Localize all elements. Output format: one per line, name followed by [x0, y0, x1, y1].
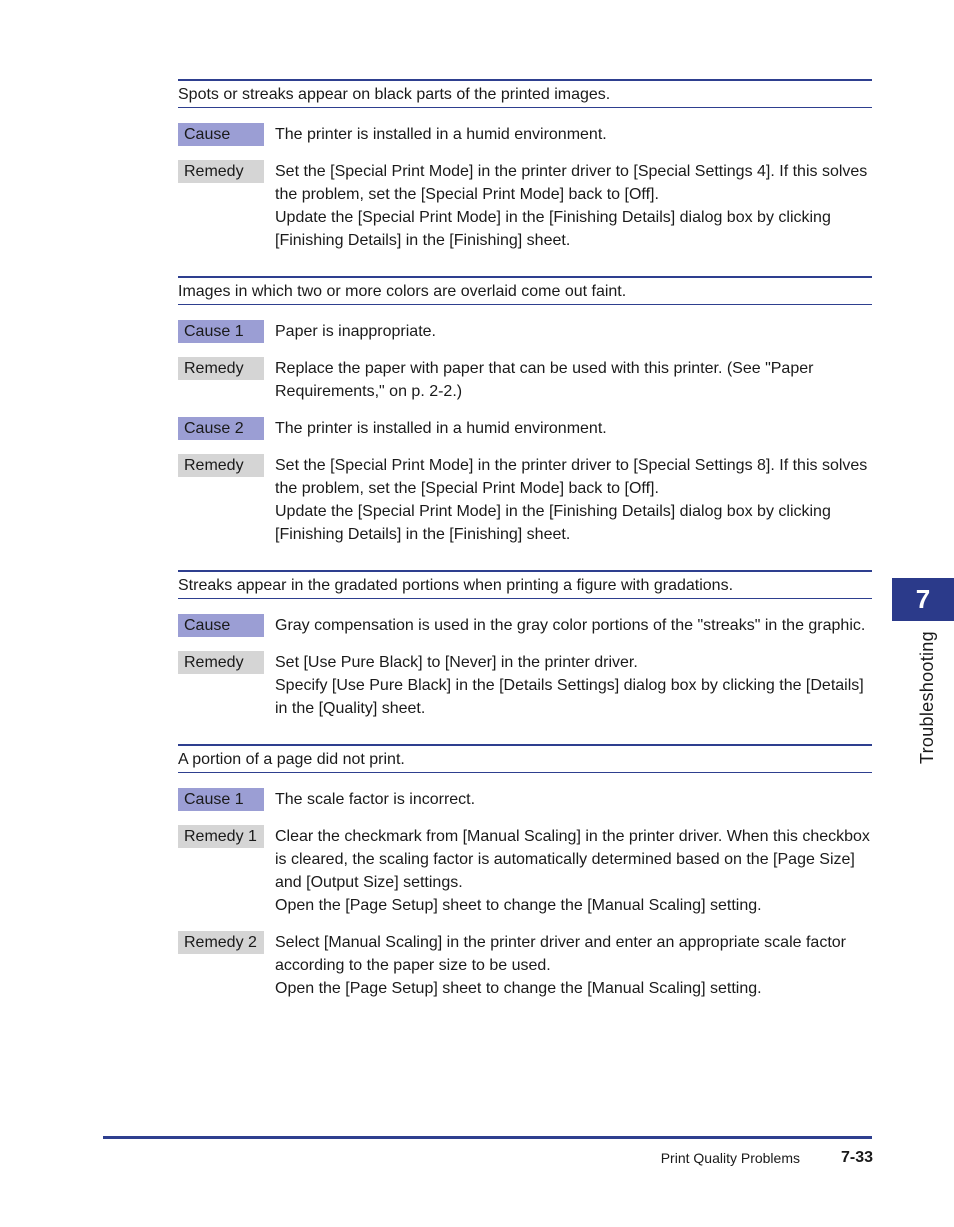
footer-section-name: Print Quality Problems — [660, 1150, 800, 1166]
remedy-text — [275, 825, 872, 917]
problem-section — [178, 276, 872, 546]
cause-entry — [178, 788, 872, 811]
remedy-entry — [178, 931, 872, 1000]
cause-text-line: Gray compensation is used in the gray color portions of the "streaks" in the graphic. — [275, 617, 866, 634]
remedy-label: Remedy — [178, 651, 264, 674]
remedy-label: Remedy — [178, 454, 264, 477]
remedy-text-line: Update the [Special Print Mode] in the [Finishing Details] dialog box by clicking [Finishing Details] in the [Finishing] sheet. — [275, 209, 831, 249]
remedy-entry — [178, 454, 872, 546]
remedy-entry — [178, 357, 872, 403]
cause-label: Cause 1 — [178, 320, 264, 343]
cause-text-line: The scale factor is incorrect. — [275, 791, 476, 808]
cause-label: Cause 1 — [178, 788, 264, 811]
cause-text-line: The printer is installed in a humid environment. — [275, 126, 607, 143]
remedy-text — [275, 931, 872, 1000]
remedy-label: Remedy 2 — [178, 931, 264, 954]
chapter-title: Troubleshooting — [917, 631, 937, 764]
cause-entry — [178, 614, 872, 637]
remedy-text-line: Update the [Special Print Mode] in the [Finishing Details] dialog box by clicking [Finishing Details] in the [Finishing] sheet. — [275, 503, 831, 543]
troubleshooting-content — [178, 79, 872, 1024]
remedy-text-line: Select [Manual Scaling] in the printer driver and enter an appropriate scale factor according to the paper size to be used. — [275, 934, 846, 974]
remedy-text-line: Open the [Page Setup] sheet to change the [Manual Scaling] setting. — [275, 980, 762, 997]
cause-text-line: Paper is inappropriate. — [275, 323, 436, 340]
cause-entry — [178, 123, 872, 146]
cause-text — [275, 417, 872, 440]
cause-text — [275, 614, 872, 637]
cause-label: Cause — [178, 614, 264, 637]
cause-text — [275, 320, 872, 343]
remedy-text-line: Set the [Special Print Mode] in the printer driver to [Special Settings 8]. If this solves the problem, set the [Special Print Mode] back to [Off]. — [275, 457, 868, 497]
entry-list — [178, 305, 872, 546]
remedy-text-line: Set the [Special Print Mode] in the printer driver to [Special Settings 4]. If this solves the problem, set the [Special Print Mode] back to [Off]. — [275, 163, 868, 203]
remedy-text — [275, 160, 872, 252]
footer-rule — [103, 1136, 872, 1139]
remedy-text-line: Specify [Use Pure Black] in the [Details Settings] dialog box by clicking the [Details] in the [Quality] sheet. — [275, 677, 864, 717]
cause-text — [275, 123, 872, 146]
remedy-label: Remedy — [178, 160, 264, 183]
cause-label: Cause 2 — [178, 417, 264, 440]
entry-list — [178, 599, 872, 720]
problem-title: Images in which two or more colors are overlaid come out faint. — [178, 276, 872, 305]
problem-title: Streaks appear in the gradated portions when printing a figure with gradations. — [178, 570, 872, 599]
problem-section — [178, 570, 872, 720]
cause-entry — [178, 320, 872, 343]
remedy-text-line: Replace the paper with paper that can be used with this printer. (See "Paper Requirements," on p. 2-2.) — [275, 360, 814, 400]
cause-label: Cause — [178, 123, 264, 146]
problem-section — [178, 79, 872, 252]
remedy-text-line: Set [Use Pure Black] to [Never] in the printer driver. — [275, 654, 638, 671]
cause-text — [275, 788, 872, 811]
cause-entry — [178, 417, 872, 440]
entry-list — [178, 773, 872, 1000]
problem-section — [178, 744, 872, 1000]
remedy-entry — [178, 825, 872, 917]
remedy-text-line: Clear the checkmark from [Manual Scaling] in the printer driver. When this checkbox is cleared, the scaling factor is automatically determined based on the [Page Size] and [Output Size] settings. — [275, 828, 870, 891]
chapter-tab: 7 — [892, 578, 954, 621]
problem-title: A portion of a page did not print. — [178, 744, 872, 773]
remedy-text-line: Open the [Page Setup] sheet to change the [Manual Scaling] setting. — [275, 897, 762, 914]
remedy-label: Remedy 1 — [178, 825, 264, 848]
remedy-text — [275, 357, 872, 403]
remedy-label: Remedy — [178, 357, 264, 380]
cause-text-line: The printer is installed in a humid environment. — [275, 420, 607, 437]
remedy-entry — [178, 651, 872, 720]
problem-title: Spots or streaks appear on black parts of the printed images. — [178, 79, 872, 108]
entry-list — [178, 108, 872, 252]
remedy-text — [275, 454, 872, 546]
remedy-entry — [178, 160, 872, 252]
remedy-text — [275, 651, 872, 720]
footer-page-number: 7-33 — [840, 1149, 873, 1166]
